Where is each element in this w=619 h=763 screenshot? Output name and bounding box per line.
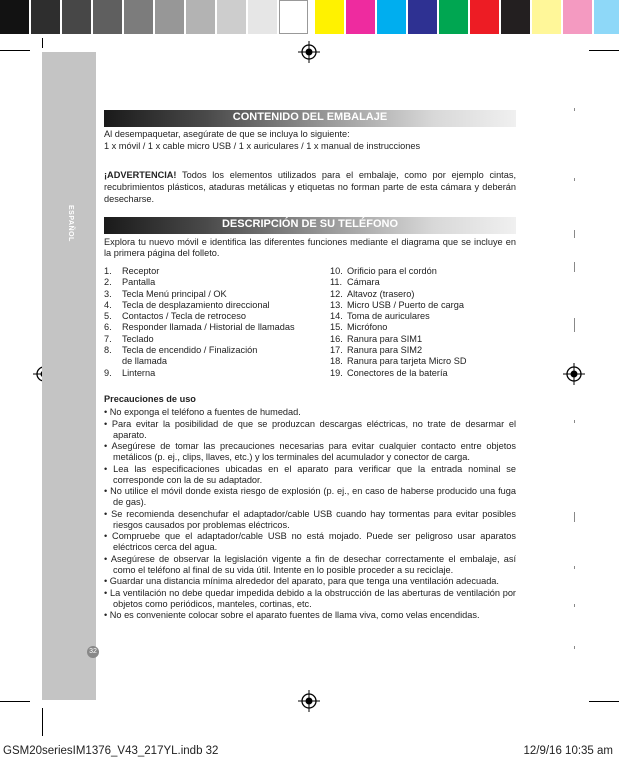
list-item-label: Ranura para SIM1 (347, 333, 423, 344)
list-item-label: Micro USB / Puerto de carga (347, 299, 464, 310)
warning-text: Todos los elementos utilizados para el embalaje, como por ejemplo cintas, recubrimientos plásticos, ataduras metálicas y etiquetas no forman parte de esta cámara y deberán desecharse. (104, 170, 516, 204)
color-swatch (217, 0, 246, 34)
list-item-label: de llamada (122, 356, 167, 367)
bleed-mark (574, 178, 575, 181)
list-item-label: Toma de auriculares (347, 311, 430, 322)
color-swatch (186, 0, 215, 34)
color-swatch (563, 0, 592, 34)
list-item (104, 368, 295, 379)
color-swatch (248, 0, 277, 34)
list-item-number: 6. (104, 322, 112, 333)
color-swatch (594, 0, 619, 34)
list-item-number: 1. (104, 266, 112, 276)
bleed-mark (574, 262, 575, 272)
list-item (104, 345, 295, 356)
list-item-label: Linterna (122, 367, 156, 378)
list-item (330, 289, 467, 300)
precaution-item: • Para evitar la posibilidad de que se produzcan descargas eléctricas, no trate de desarmar el aparato. (104, 418, 516, 440)
list-item (104, 311, 295, 322)
list-item (330, 300, 467, 311)
color-swatch (279, 0, 308, 34)
list-item (330, 311, 467, 322)
registration-mark-icon (298, 690, 320, 712)
list-item-label: Receptor (122, 266, 160, 276)
list-item-label: Tecla de desplazamiento direccional (122, 299, 270, 310)
list-item-number: 19. (330, 367, 343, 378)
list-item-label: Micrófono (347, 322, 388, 333)
list-item-number: 3. (104, 288, 112, 299)
list-item-label: Responder llamada / Historial de llamadas (122, 322, 295, 333)
language-label: ESPAÑOL (67, 205, 74, 242)
list-item (104, 300, 295, 311)
bleed-mark (574, 646, 575, 649)
list-item-number: 7. (104, 333, 112, 344)
color-swatch (93, 0, 122, 34)
precaution-item: • Lea las especificaciones ubicadas en el aparato para verificar que la entrada nominal se corresponde con la de su adaptador. (104, 463, 516, 485)
list-item-number: 9. (104, 367, 112, 378)
bleed-mark (574, 604, 575, 607)
precaution-item: • No utilice el móvil donde exista riesgo de explosión (p. ej., en caso de haberse producido una fuga de gas). (104, 486, 516, 507)
bleed-mark (574, 566, 575, 569)
page-number: 32 (87, 646, 99, 658)
list-item-label: Ranura para tarjeta Micro SD (347, 356, 467, 367)
precautions-list (104, 407, 516, 621)
list-item-number: 10. (330, 266, 343, 276)
parts-list-right (330, 266, 467, 379)
registration-mark-icon (298, 41, 320, 63)
bleed-mark (574, 230, 575, 238)
list-item-label: Cámara (347, 277, 380, 288)
list-item-label: Altavoz (trasero) (347, 288, 415, 299)
list-item-label: Conectores de la batería (347, 367, 448, 378)
precaution-item: • La ventilación no debe quedar impedida debido a la obstrucción de las aberturas de ventilación por objetos como periódicos, manteles, cortinas, etc. (104, 587, 516, 609)
crop-mark (0, 701, 30, 702)
color-swatch (501, 0, 530, 34)
list-item-number: 13. (330, 299, 343, 310)
color-swatch (0, 0, 29, 34)
list-item (104, 289, 295, 300)
color-swatch (315, 0, 344, 34)
color-swatch (532, 0, 561, 34)
list-item (104, 266, 295, 277)
list-item-label: Tecla de encendido / Finalización (122, 345, 258, 356)
color-swatch (439, 0, 468, 34)
list-item-number: 2. (104, 277, 112, 288)
color-swatch (408, 0, 437, 34)
list-item-number: 12. (330, 288, 343, 299)
precaution-item: • No exponga el teléfono a fuentes de humedad. (104, 407, 301, 417)
list-item-number: 4. (104, 299, 112, 310)
list-item-number: 16. (330, 333, 343, 344)
color-swatch (377, 0, 406, 34)
list-item-number: 17. (330, 345, 343, 356)
list-item-number: 11. (330, 277, 343, 288)
list-item-label: Teclado (122, 333, 154, 344)
crop-mark (589, 50, 619, 51)
precaution-item: • Asegúrese de tomar las precauciones necesarias para evitar cualquier contacto entre objetos metálicos (p. ej., clips, llaves, etc.) y los terminales del acumulador y conector de carga. (104, 441, 516, 462)
color-swatch (31, 0, 60, 34)
bleed-mark (574, 108, 575, 111)
list-item (330, 277, 467, 288)
bleed-mark (574, 318, 575, 332)
warning-label: ¡ADVERTENCIA! (104, 170, 177, 180)
precaution-item: • Guardar una distancia mínima alrededor del aparato, para que tenga una ventilación adecuada. (104, 576, 499, 586)
footer-file-info: GSM20seriesIM1376_V43_217YL.indb 32 (3, 745, 219, 757)
section-header-contents: CONTENIDO DEL EMBALAJE (104, 110, 516, 127)
language-sidebar (42, 52, 96, 700)
precautions-title: Precauciones de uso (104, 394, 196, 404)
precaution-item: • No es conveniente colocar sobre el aparato fuentes de llama viva, como velas encendidas. (104, 610, 480, 620)
list-item-number: 18. (330, 356, 343, 367)
list-item-label: Orificio para el cordón (347, 266, 437, 276)
precautions-section (104, 394, 516, 622)
list-item (330, 334, 467, 345)
crop-mark (589, 701, 619, 702)
list-item-label: Pantalla (122, 277, 156, 288)
list-item (104, 334, 295, 345)
color-swatch (346, 0, 375, 34)
crop-mark (42, 708, 43, 736)
list-item (104, 356, 295, 367)
registration-mark-icon (563, 363, 585, 385)
list-item-label: Tecla Menú principal / OK (122, 288, 227, 299)
section-header-description: DESCRIPCIÓN DE SU TELÉFONO (104, 217, 516, 234)
list-item-label: Ranura para SIM2 (347, 345, 423, 356)
contents-items: 1 x móvil / 1 x cable micro USB / 1 x auriculares / 1 x manual de instrucciones (104, 141, 421, 151)
list-item (330, 345, 467, 356)
color-swatch (124, 0, 153, 34)
footer-date: 12/9/16 10:35 am (523, 745, 613, 757)
description-intro: Explora tu nuevo móvil e identifica las diferentes funciones mediante el diagrama que se incluye en la primera página del folleto. (104, 237, 516, 258)
color-swatch (62, 0, 91, 34)
parts-list-left (104, 266, 295, 379)
bleed-mark (574, 512, 575, 522)
list-item-number: 14. (330, 311, 343, 322)
contents-intro: Al desempaquetar, asegúrate de que se incluya lo siguiente: (104, 129, 350, 139)
list-item-number: 15. (330, 322, 343, 333)
list-item (330, 322, 467, 333)
list-item-number: 8. (104, 345, 112, 356)
precaution-item: • Asegúrese de observar la legislación vigente a fin de desechar correctamente el embalaje, así como el teléfono al final de su vida útil. Intente en lo posible proceder a su reciclaje. (104, 553, 516, 575)
warning-paragraph (104, 169, 516, 205)
list-item-number: 5. (104, 311, 112, 322)
list-item (330, 266, 467, 277)
color-swatch (470, 0, 499, 34)
precaution-item: • Se recomienda desenchufar el adaptador/cable USB cuando hay tormentas para evitar posibles riesgos causados por problemas eléctricos. (104, 508, 516, 530)
list-item (330, 368, 467, 379)
bleed-mark (574, 420, 575, 423)
crop-mark (0, 50, 30, 51)
color-swatch (155, 0, 184, 34)
precaution-item: • Compruebe que el adaptador/cable USB no está mojado. Puede ser peligroso usar aparatos eléctricos cerca del agua. (104, 531, 516, 552)
list-item-label: Contactos / Tecla de retroceso (122, 311, 246, 322)
list-item (104, 322, 295, 333)
crop-mark (42, 38, 43, 48)
list-item (330, 356, 467, 367)
list-item (104, 277, 295, 288)
